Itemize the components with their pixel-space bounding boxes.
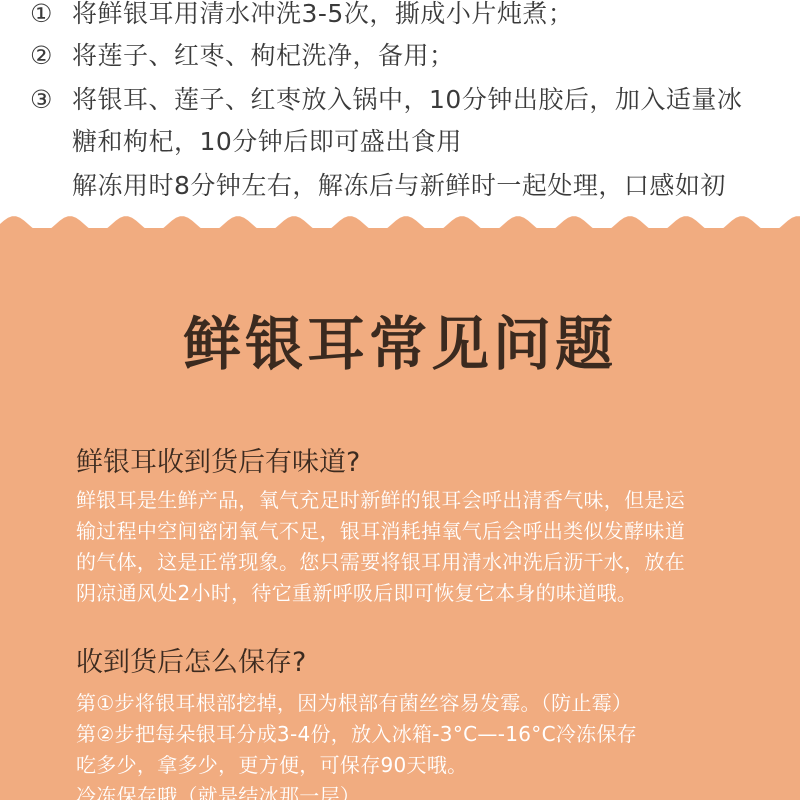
answer-2-line: 第①步将银耳根部挖掉，因为根部有菌丝容易发霉。（防止霉） (76, 691, 633, 715)
step-1 (30, 0, 573, 30)
question-1: 鲜银耳收到货后有味道? (76, 447, 361, 478)
answer-1-line: 鲜银耳是生鲜产品，氧气充足时新鲜的银耳会呼出清香气味，但是运 (76, 488, 685, 512)
step-2 (30, 36, 455, 72)
step-3-text: 将银耳、莲子、红枣放入锅中，10分钟出胶后，加入适量冰 (72, 85, 743, 114)
answer-2-line: 冷冻保存哦（就是结冰那一层） (76, 784, 361, 808)
step-3-continued (30, 122, 462, 158)
answer-1 (76, 485, 736, 609)
answer-2-line: 吃多少，拿多少，更方便，可保存90天哦。 (76, 753, 468, 777)
step-3 (30, 80, 742, 116)
step-4-text: 解冻用时8分钟左右，解冻后与新鲜时一起处理，口感如初 (72, 171, 726, 200)
answer-1-line: 阴凉通风处2小时，待它重新呼吸后即可恢复它本身的味道哦。 (76, 581, 638, 605)
step-2-text: 将莲子、红枣、枸杞洗净，备用； (72, 41, 455, 70)
step-2-number: ② (30, 41, 53, 70)
step-3-number: ③ (30, 85, 53, 114)
faq-title: 鲜银耳常见问题 (182, 310, 617, 378)
answer-1-line: 输过程中空间密闭氧气不足，银耳消耗掉氧气后会呼出类似发酵味道 (76, 519, 685, 543)
wave-divider (0, 206, 800, 236)
answer-1-line: 的气体，这是正常现象。您只需要将银耳用清水冲洗后沥干水，放在 (76, 550, 685, 574)
step-1-text: 将鲜银耳用清水冲洗3-5次，撕成小片炖煮； (72, 0, 574, 28)
instructions-section (0, 0, 800, 230)
answer-2 (76, 688, 736, 812)
answer-2-line: 第②步把每朵银耳分成3-4份，放入冰箱-3°C—-16°C冷冻保存 (76, 722, 638, 746)
step-1-number: ① (30, 0, 53, 28)
step-4 (30, 166, 726, 202)
step-3-continued-text: 糖和枸杞，10分钟后即可盛出食用 (72, 127, 462, 156)
question-2: 收到货后怎么保存? (76, 647, 307, 678)
